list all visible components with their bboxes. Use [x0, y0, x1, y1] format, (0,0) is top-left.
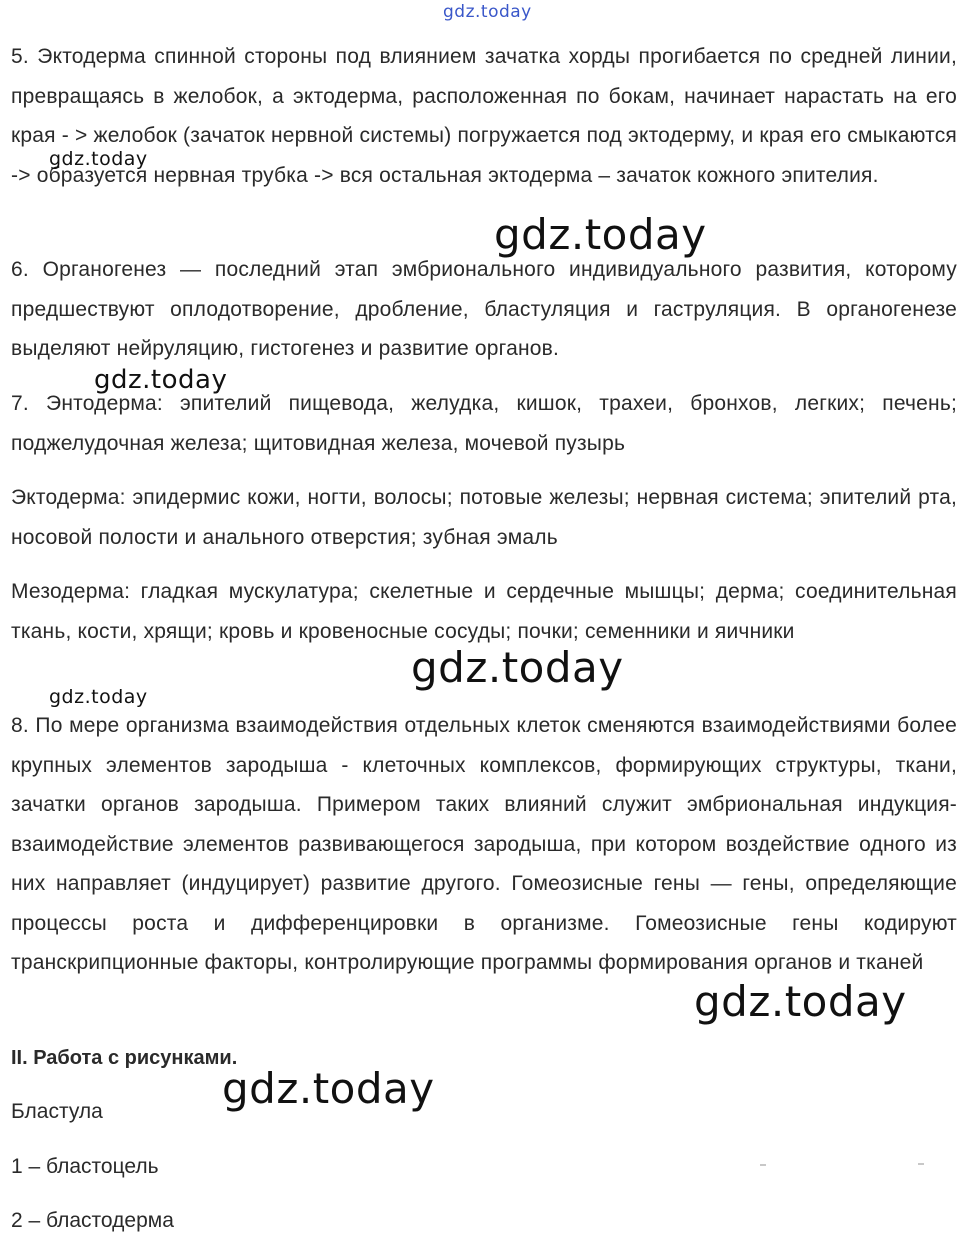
paragraph-8: 8. По мере организма взаимодействия отдельных клеток сменяются взаимодействиями более крупных элементов зародыша - клеточных комплексов, формирующих структуры, ткани, зачатки органов зародыша. Примером таких влияний служит эмбриональная индукция- взаимодействие элементов развивающегося зародыша, при котором воздействие одного из них направляет (индуцирует) развитие другого. Гомеозисные гены — гены, определяющие процессы роста и дифференцировки в организме. Гомеозисные гены кодируют транскрипционные факторы, контролирующие программы формирования органов и тканей	[11, 714, 957, 974]
paragraph-6: 6. Органогенез — последний этап эмбрионального индивидуального развития, которому предшествуют оплодотворение, дробление, бластуляция и гаструляция. В органогенезе выделяют нейруляцию, гистогенез и развитие органов.	[11, 258, 957, 360]
section-heading: II. Работа с рисунками.	[11, 1047, 238, 1069]
paragraph-ectoderm: Эктодерма: эпидермис кожи, ногти, волосы; потовые железы; нервная система; эпителий рта, носовой полости и анального отверстия; зубная эмаль	[11, 486, 957, 549]
scan-artifact	[918, 1163, 924, 1165]
watermark: gdz.today	[49, 148, 148, 170]
watermark: gdz.today	[411, 643, 624, 692]
paragraph-mesoderm: Мезодерма: гладкая мускулатура; скелетные и сердечные мышцы; дерма; соединительная ткань, кости, хрящи; кровь и кровеносные сосуды; почки; семенники и яичники	[11, 580, 957, 643]
watermark: gdz.today	[694, 977, 907, 1026]
figure-label-item: 2 – бластодерма	[11, 1209, 174, 1232]
paragraph-7: 7. Энтодерма: эпителий пищевода, желудка, кишок, трахеи, бронхов, легких; печень; поджелудочная железа; щитовидная железа, мочевой пузырь	[11, 392, 957, 455]
watermark: gdz.today	[49, 686, 148, 708]
figure-title: Бластула	[11, 1100, 103, 1123]
watermark: gdz.today	[494, 210, 707, 259]
watermark: gdz.today	[94, 365, 228, 395]
scan-artifact	[760, 1164, 766, 1166]
figure-label-item: 1 – бластоцель	[11, 1155, 159, 1178]
watermark: gdz.today	[222, 1064, 435, 1113]
paragraph-5: 5. Эктодерма спинной стороны под влиянием зачатка хорды прогибается по средней линии, превращаясь в желобок, а эктодерма, расположенная по бокам, начинает нарастать на его края - > желобок (зачаток нервной системы) погружается под эктодерму, и края его смыкаются -> образуется нервная трубка -> вся остальная эктодерма – зачаток кожного эпителия.	[11, 45, 957, 187]
header-watermark: gdz.today	[443, 2, 532, 22]
